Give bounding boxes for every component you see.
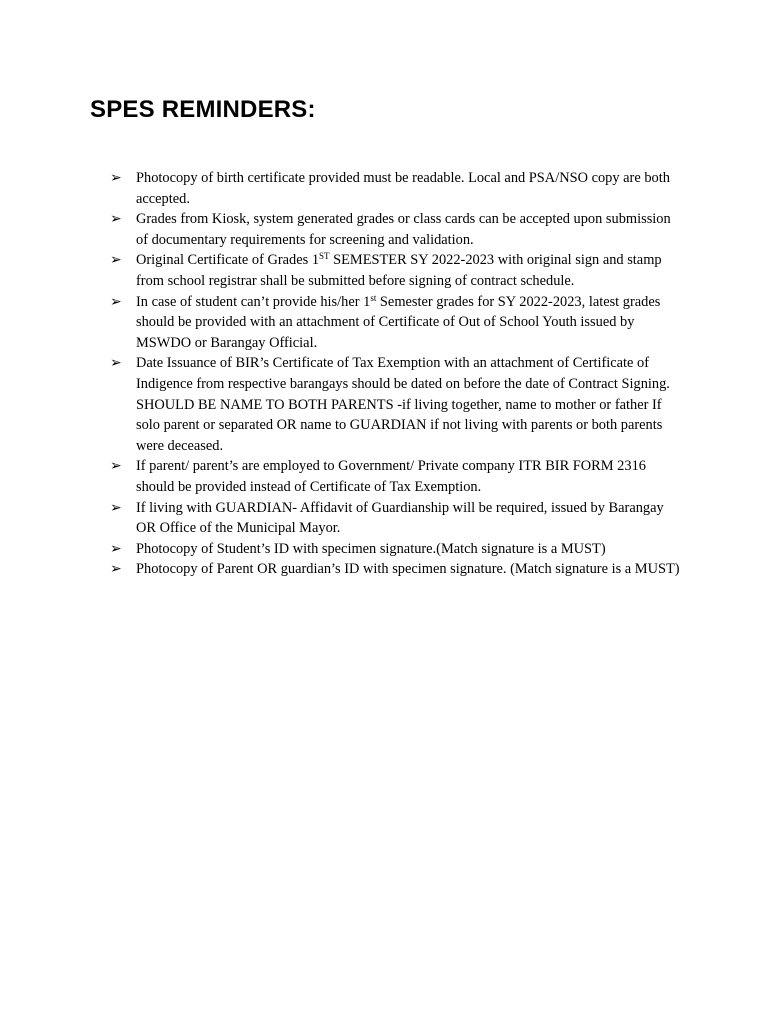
- list-item: [110, 209, 680, 250]
- arrowhead-bullet-icon: ➢: [110, 355, 122, 372]
- arrowhead-bullet-icon: ➢: [110, 540, 122, 557]
- list-item-text: If living with GUARDIAN- Affidavit of Guardianship will be required, issued by Barangay OR Office of the Municipal Mayor.: [136, 499, 664, 537]
- page-title: SPES REMINDERS:: [90, 96, 316, 123]
- superscript: st: [370, 292, 377, 303]
- text-segment: In case of student can’t provide his/her 1: [136, 293, 371, 310]
- arrowhead-bullet-icon: ➢: [110, 252, 122, 269]
- list-item: [110, 539, 680, 560]
- list-item-text: Photocopy of birth certificate provided must be readable. Local and PSA/NSO copy are both accepted.: [136, 170, 670, 207]
- arrowhead-bullet-icon: ➢: [110, 561, 122, 578]
- list-item: [110, 559, 680, 580]
- arrowhead-bullet-icon: ➢: [110, 458, 122, 475]
- arrowhead-bullet-icon: ➢: [110, 499, 122, 516]
- list-item-text: Photocopy of Parent OR guardian’s ID with specimen signature. (Match signature is a MUST): [136, 561, 680, 578]
- list-item: [110, 353, 680, 456]
- list-item-text: Date Issuance of BIR’s Certificate of Tax Exemption with an attachment of Certificate of Indigence from respective barangays should be dated on before the date of Contract Signing. SHOULD BE NAME TO BOTH PARENTS -if living together, name to mother or father If solo parent or separated OR name to GUARDIAN if not living with parents or both parents were deceased.: [136, 355, 670, 454]
- reminders-list: [110, 168, 680, 580]
- list-item-text: Grades from Kiosk, system generated grades or class cards can be accepted upon submission of documentary requirements for screening and validation.: [136, 211, 671, 248]
- arrowhead-bullet-icon: ➢: [110, 211, 122, 228]
- list-item-text: [136, 250, 680, 291]
- list-item: [110, 168, 680, 209]
- text-segment: Semester grades for SY 2022-2023, latest grades should be provided with an attachment of Certificate of Out of School Youth issued by MSWDO or Barangay Official.: [136, 293, 661, 351]
- list-item: [110, 292, 680, 354]
- list-item: [110, 498, 680, 539]
- text-segment: Original Certificate of Grades 1: [136, 252, 320, 269]
- text-segment: SEMESTER SY 2022-2023 with original sign and stamp from school registrar shall be submitted before signing of contract schedule.: [136, 252, 662, 289]
- superscript: ST: [319, 251, 330, 262]
- list-item-text: [136, 292, 680, 354]
- arrowhead-bullet-icon: ➢: [110, 170, 122, 186]
- list-item-text: If parent/ parent’s are employed to Government/ Private company ITR BIR FORM 2316 should be provided instead of Certificate of Tax Exemption.: [136, 458, 646, 495]
- list-item: [110, 250, 680, 291]
- list-item: [110, 456, 680, 497]
- list-item-text: Photocopy of Student’s ID with specimen signature.(Match signature is a MUST): [136, 540, 606, 557]
- arrowhead-bullet-icon: ➢: [110, 293, 122, 310]
